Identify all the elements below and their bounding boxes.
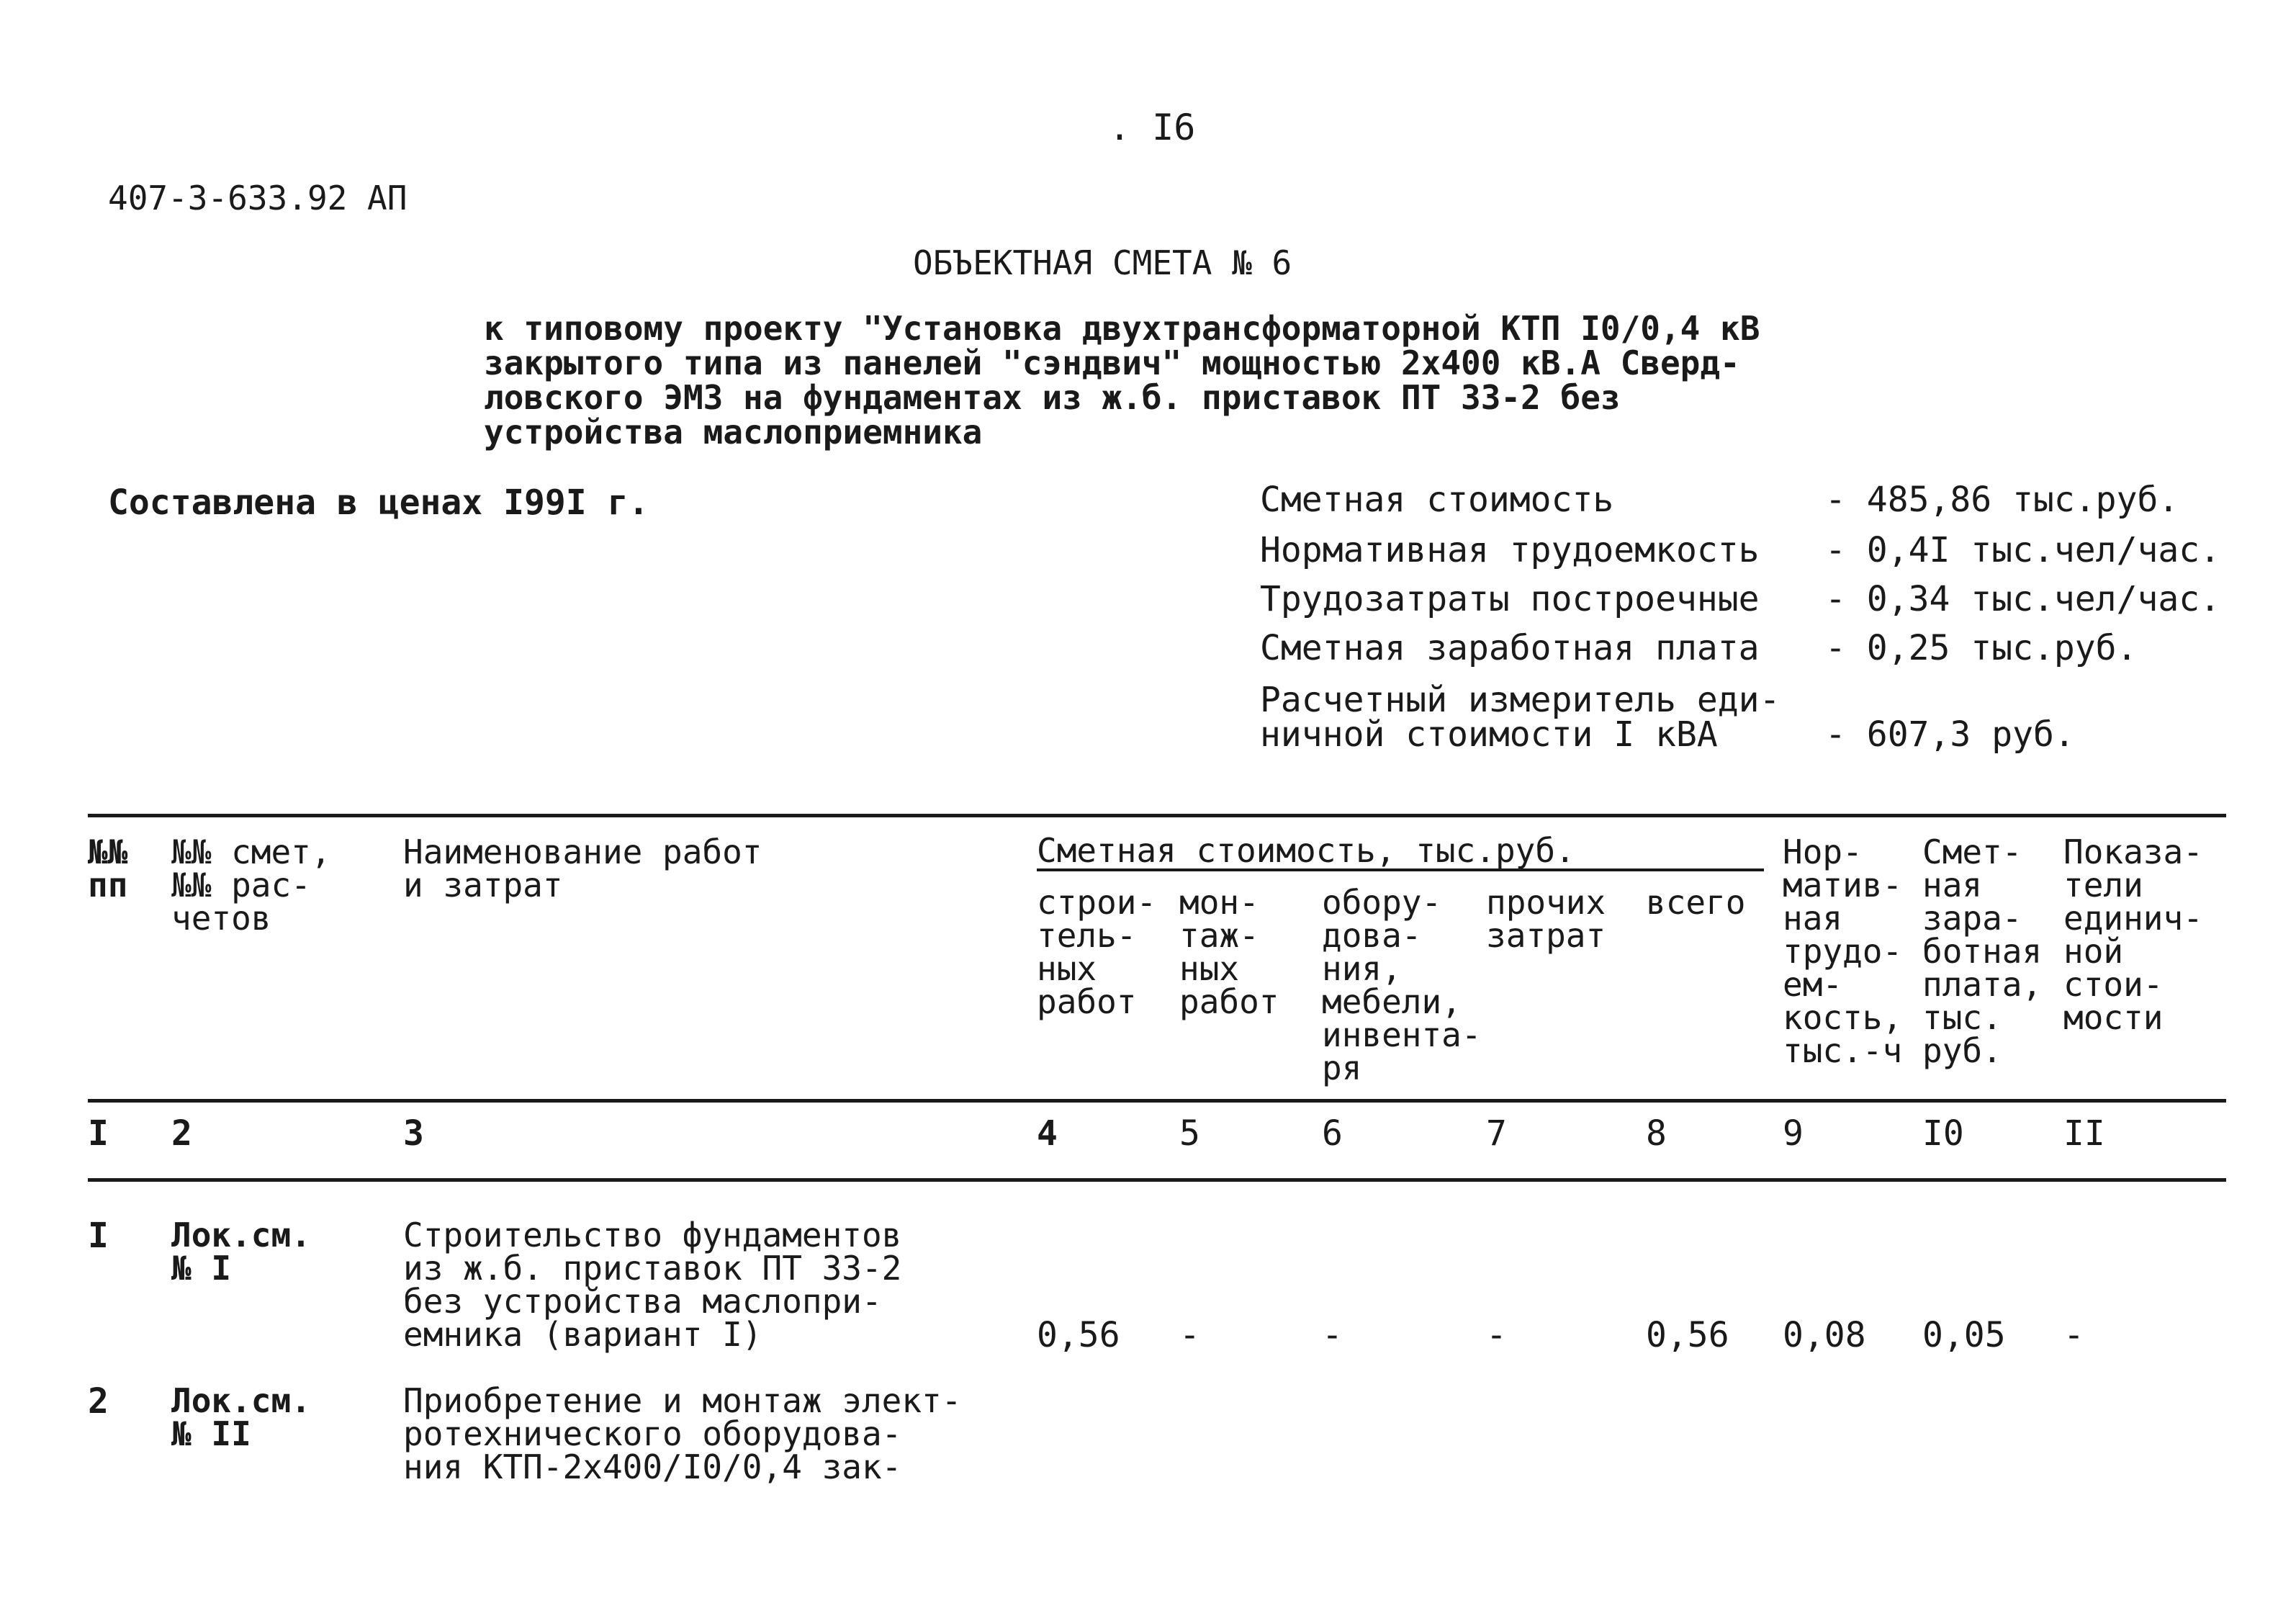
- summary-value-cost: - 485,86 тыс.руб.: [1825, 480, 2179, 520]
- summary-label-labor: Нормативная трудоемкость: [1260, 530, 1760, 570]
- col-number: 7: [1486, 1113, 1507, 1154]
- header-col-4: строи- тель- ных работ: [1037, 883, 1157, 1021]
- col-number: I: [88, 1113, 109, 1154]
- header-col-7: прочих затрат: [1486, 883, 1606, 955]
- col-number: 5: [1179, 1113, 1200, 1154]
- summary-label-wages: Сметная заработная плата: [1260, 628, 1760, 668]
- row-1-labor: 0,08: [1783, 1315, 1866, 1355]
- col-number: 2: [171, 1113, 192, 1154]
- subtitle-line: закрытого типа из панелей "сэндвич" мощностью 2х400 кВ.А Сверд-: [484, 344, 1740, 382]
- document-title: ОБЪЕКТНАЯ СМЕТА № 6: [913, 243, 1292, 282]
- document-code: 407-3-633.92 АП: [108, 179, 408, 217]
- header-group-estimated-cost: Сметная стоимость, тыс.руб.: [1037, 834, 1764, 871]
- row-1-installation: -: [1179, 1315, 1200, 1355]
- summary-value-site-labor: - 0,34 тыс.чел/час.: [1825, 579, 2221, 619]
- header-col-8: всего: [1646, 883, 1746, 922]
- subtitle-line: устройства маслоприемника: [484, 413, 983, 452]
- row-2-work-name: Приобретение и монтаж элект- ротехнического оборудова- ния КТП-2х400/I0/0,4 зак-: [403, 1381, 962, 1486]
- row-1-number: I: [88, 1216, 109, 1256]
- row-1-unit-indicators: -: [2063, 1315, 2084, 1355]
- summary-label-unit-cost-1: Расчетный измеритель еди-: [1260, 680, 1780, 720]
- header-col-9: Нор- матив- ная трудо- ем- кость, тыс.-ч: [1783, 832, 1903, 1070]
- header-col-5: мон- таж- ных работ: [1179, 883, 1279, 1021]
- summary-label-site-labor: Трудозатраты построечные: [1260, 579, 1760, 619]
- table-numbers-rule: [88, 1178, 2226, 1182]
- summary-value-labor: - 0,4I тыс.чел/час.: [1825, 530, 2221, 570]
- page-number: . I6: [1109, 107, 1196, 148]
- subtitle-line: ловского ЭМЗ на фундаментах из ж.б. приставок ПТ 33-2 без: [484, 378, 1621, 417]
- header-col-10: Смет- ная зара- ботная плата, тыс. руб.: [1922, 832, 2043, 1070]
- header-col-6: обору- дова- ния, мебели, инвента- ря: [1322, 883, 1482, 1087]
- col-number: 4: [1037, 1113, 1058, 1154]
- col-number: 6: [1322, 1113, 1343, 1154]
- header-col-3: Наименование работ и затрат: [403, 832, 762, 904]
- prices-year: Составлена в ценах I99I г.: [108, 482, 649, 523]
- col-number: 3: [403, 1113, 424, 1154]
- summary-label-cost: Сметная стоимость: [1260, 480, 1614, 520]
- row-1-total: 0,56: [1646, 1315, 1729, 1355]
- document-subtitle: [484, 309, 1837, 452]
- row-2-estimate-ref: Лок.см. № II: [171, 1381, 311, 1453]
- row-1-equipment: -: [1322, 1315, 1343, 1355]
- col-number: II: [2063, 1113, 2105, 1154]
- summary-label-unit-cost-2: ничной стоимости I кВА: [1260, 714, 1718, 755]
- col-number: I0: [1922, 1113, 1964, 1154]
- row-1-work-name: Строительство фундаментов из ж.б. приставок ПТ 33-2 без устройства маслопри- емника (вариант I): [403, 1216, 902, 1354]
- row-1-wages: 0,05: [1922, 1315, 2006, 1355]
- summary-value-unit-cost: - 607,3 руб.: [1825, 714, 2075, 755]
- header-col-11: Показа- тели единич- ной стои- мости: [2063, 832, 2203, 1037]
- col-number: 9: [1783, 1113, 1804, 1154]
- row-1-other: -: [1486, 1315, 1507, 1355]
- col-number: 8: [1646, 1113, 1667, 1154]
- row-2-number: 2: [88, 1381, 109, 1422]
- subtitle-line: к типовому проекту "Установка двухтрансформаторной КТП I0/0,4 кВ: [484, 309, 1760, 348]
- row-1-construction: 0,56: [1037, 1315, 1120, 1355]
- table-top-rule: [88, 814, 2226, 817]
- summary-value-wages: - 0,25 тыс.руб.: [1825, 628, 2138, 668]
- header-col-1: №№ пп: [88, 832, 128, 904]
- row-1-estimate-ref: Лок.см. № I: [171, 1216, 311, 1288]
- header-col-2: №№ смет, №№ рас- четов: [171, 832, 331, 938]
- table-header-rule: [88, 1099, 2226, 1103]
